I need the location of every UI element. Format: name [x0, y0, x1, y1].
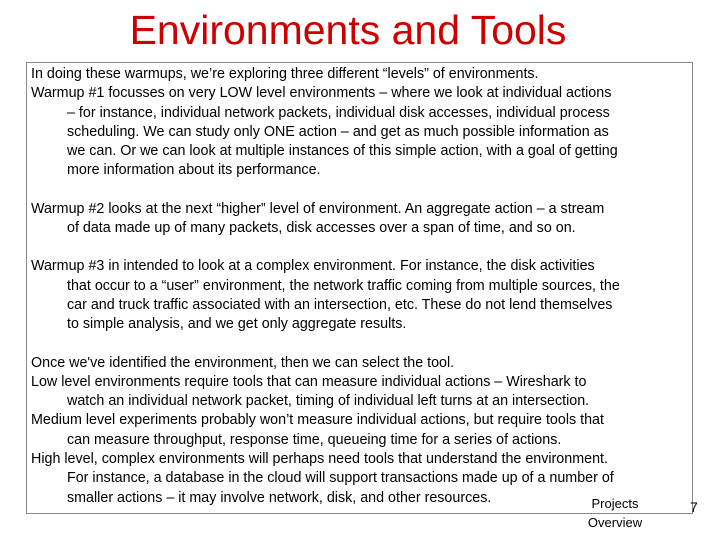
paragraph [31, 354, 688, 508]
paragraph-line: Low level environments require tools that can measure individual actions – Wireshark to [31, 373, 587, 390]
paragraph-line: watch an individual network packet, timing of individual left turns at an intersection. [67, 393, 590, 410]
paragraph [31, 200, 688, 239]
paragraph [31, 257, 688, 334]
paragraph-line: car and truck traffic associated with an intersection, etc. These do not lend themselves [67, 296, 613, 313]
body-text-box [26, 62, 693, 514]
paragraph-line: Warmup #2 looks at the next “higher” level of environment. An aggregate action – a stream [31, 200, 605, 217]
footer-line-2: Overview [587, 515, 643, 530]
paragraph-line: more information about its performance. [67, 162, 321, 179]
paragraph-line: Warmup #1 focusses on very LOW level environments – where we look at individual actions [31, 85, 612, 102]
paragraph-line: can measure throughput, response time, queueing time for a series of actions. [67, 431, 562, 448]
paragraph-line: In doing these warmups, we’re exploring three different “levels” of environments. [31, 66, 539, 82]
paragraph-line: that occur to a “user” environment, the network traffic coming from multiple sources, the [67, 277, 620, 294]
paragraph-line: scheduling. We can study only ONE action – and get as much possible information as [67, 123, 609, 140]
paragraph-line: Warmup #3 in intended to look at a complex environment. For instance, the disk activities [31, 258, 595, 275]
slide-title: Environments and Tools [129, 7, 567, 53]
paragraph-line: Medium level experiments probably won’t measure individual actions, but require tools that [31, 412, 604, 429]
page-number: 7 [690, 499, 698, 515]
paragraph-line: High level, complex environments will perhaps need tools that understand the environment. [31, 451, 608, 468]
paragraph-line: Once we've identified the environment, then we can select the tool. [31, 354, 455, 371]
paragraph [31, 65, 688, 181]
paragraph-line: – for instance, individual network packets, individual disk accesses, individual process [67, 104, 610, 121]
footer-label [572, 494, 658, 532]
paragraph-line: we can. Or we can look at multiple instances of this simple action, with a goal of getting [67, 143, 618, 160]
paragraph-line: of data made up of many packets, disk accesses over a span of time, and so on. [67, 220, 576, 237]
paragraph-line: smaller actions – it may involve network, disk, and other resources. [67, 489, 492, 506]
footer-line-1: Projects [591, 496, 639, 511]
paragraph-line: to simple analysis, and we get only aggregate results. [67, 316, 407, 333]
paragraph-line: For instance, a database in the cloud will support transactions made up of a number of [67, 470, 614, 487]
